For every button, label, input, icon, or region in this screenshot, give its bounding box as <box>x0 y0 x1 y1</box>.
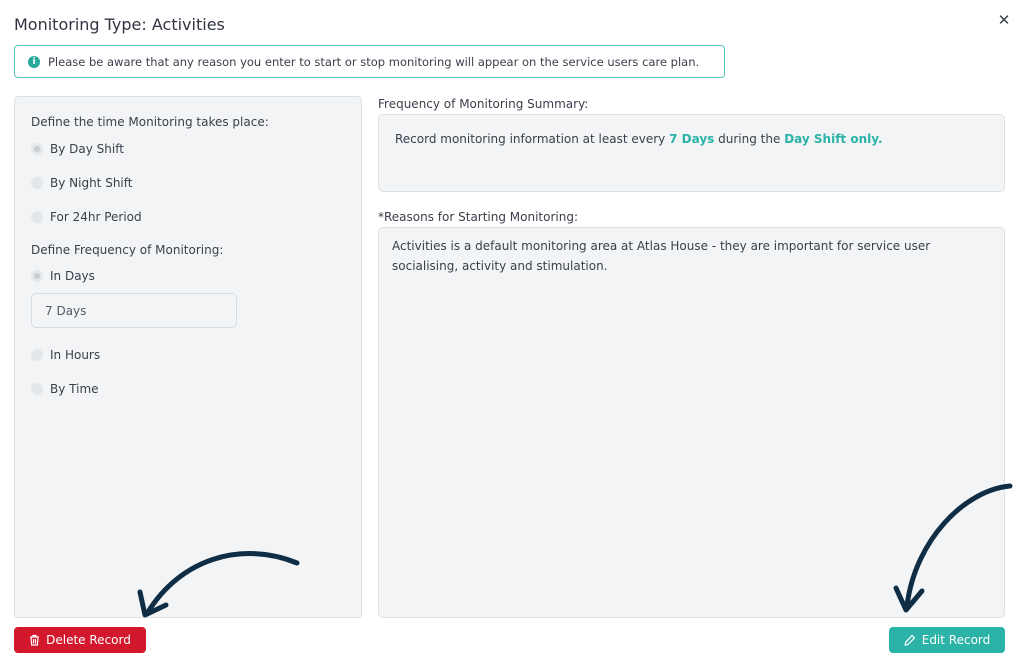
radio-by-day-shift[interactable] <box>31 142 124 156</box>
radio-by-night-shift[interactable] <box>31 176 132 190</box>
radio-label: By Time <box>50 382 99 396</box>
days-field[interactable]: 7 Days <box>31 293 237 328</box>
trash-icon <box>29 634 40 646</box>
edit-record-button[interactable] <box>889 627 1005 653</box>
summary-prefix: Record monitoring information at least every <box>395 132 666 146</box>
radio-label: In Days <box>50 269 95 283</box>
delete-record-label: Delete Record <box>46 633 131 647</box>
edit-record-label: Edit Record <box>921 633 991 647</box>
reasons-label: *Reasons for Starting Monitoring: <box>378 210 579 224</box>
radio-button[interactable] <box>31 349 43 361</box>
summary-shift: Day Shift only. <box>784 132 883 146</box>
radio-button[interactable] <box>31 270 43 282</box>
radio-label: In Hours <box>50 348 101 362</box>
summary-frequency: 7 Days <box>669 132 715 146</box>
info-icon: i <box>28 56 40 68</box>
frequency-section-label: Define Frequency of Monitoring: <box>31 243 224 257</box>
radio-in-days[interactable] <box>31 269 95 283</box>
radio-label: By Night Shift <box>50 176 133 190</box>
pencil-icon <box>904 634 916 646</box>
time-section-label: Define the time Monitoring takes place: <box>31 115 269 129</box>
dialog-title: Monitoring Type: Activities <box>14 15 225 34</box>
monitoring-settings-panel <box>14 96 362 618</box>
notice-text: Please be aware that any reason you enter to start or stop monitoring will appear on the service users care plan. <box>48 54 700 69</box>
radio-label: By Day Shift <box>50 142 124 156</box>
radio-button[interactable] <box>31 177 43 189</box>
radio-by-time[interactable] <box>31 382 99 396</box>
delete-record-button[interactable] <box>14 627 146 653</box>
radio-button[interactable] <box>31 383 43 395</box>
reasons-textarea[interactable]: Activities is a default monitoring area at Atlas House - they are important for service user socialising, activity and stimulation. <box>378 227 1005 618</box>
radio-label: For 24hr Period <box>50 210 142 224</box>
info-notice <box>14 45 725 78</box>
radio-in-hours[interactable] <box>31 348 100 362</box>
radio-24hr-period[interactable] <box>31 210 142 224</box>
close-icon[interactable]: ✕ <box>997 11 1011 29</box>
radio-button[interactable] <box>31 143 43 155</box>
radio-button[interactable] <box>31 211 43 223</box>
summary-box <box>378 114 1005 192</box>
summary-middle: during the <box>718 132 781 146</box>
summary-label: Frequency of Monitoring Summary: <box>378 97 589 111</box>
